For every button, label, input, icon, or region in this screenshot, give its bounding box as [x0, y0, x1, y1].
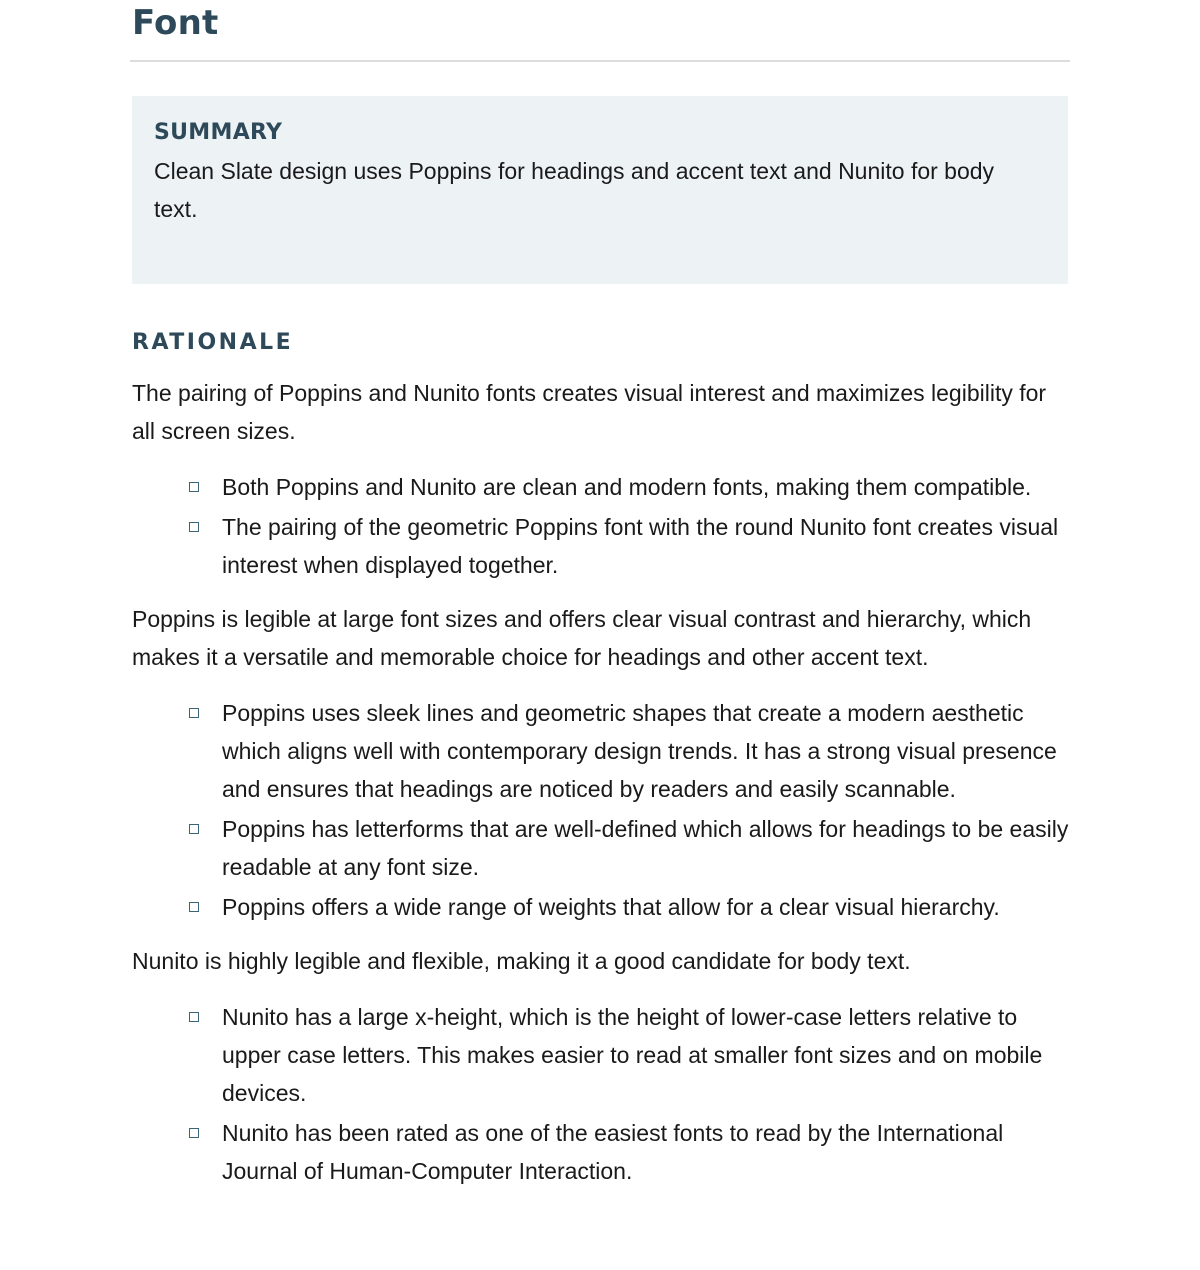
document-page: [132, 0, 1070, 1184]
list-item: [132, 508, 1070, 584]
list-item: [132, 998, 1070, 1112]
bullet-list-poppins: [132, 694, 1070, 926]
square-bullet-icon: [189, 902, 199, 912]
paragraph-pairing: The pairing of Poppins and Nunito fonts creates visual interest and maximizes legibility for all screen sizes.: [132, 380, 1047, 444]
list-item: [132, 1114, 1070, 1190]
list-item: [132, 694, 1070, 808]
rationale-heading: RATIONALE: [132, 330, 294, 355]
page-title: Font: [132, 3, 219, 43]
list-item-text: The pairing of the geometric Poppins font with the round Nunito font creates visual interest when displayed together.: [222, 514, 1059, 578]
square-bullet-icon: [189, 824, 199, 834]
paragraph-nunito: Nunito is highly legible and flexible, making it a good candidate for body text.: [132, 948, 911, 974]
list-item-text: Both Poppins and Nunito are clean and modern fonts, making them compatible.: [222, 474, 1032, 500]
square-bullet-icon: [189, 1128, 199, 1138]
paragraph-poppins: Poppins is legible at large font sizes and offers clear visual contrast and hierarchy, which makes it a versatile and memorable choice for headings and other accent text.: [132, 606, 1032, 670]
list-item: [132, 468, 1070, 506]
list-item: [132, 888, 1070, 926]
list-item-text: Poppins offers a wide range of weights that allow for a clear visual hierarchy.: [222, 894, 1000, 920]
title-divider: [130, 60, 1070, 62]
summary-text: Clean Slate design uses Poppins for headings and accent text and Nunito for body text.: [154, 158, 995, 222]
bullet-list-nunito: [132, 998, 1070, 1190]
square-bullet-icon: [189, 1012, 199, 1022]
summary-heading: SUMMARY: [154, 120, 283, 145]
list-item-text: Poppins uses sleek lines and geometric shapes that create a modern aesthetic which aligns well with contemporary design trends. It has a strong visual presence and ensures that headings are noticed by readers and easily scannable.: [222, 700, 1057, 802]
summary-callout: [132, 96, 1068, 284]
square-bullet-icon: [189, 708, 199, 718]
bullet-list-pairing: [132, 468, 1070, 584]
list-item-text: Nunito has been rated as one of the easiest fonts to read by the International Journal of Human-Computer Interaction.: [222, 1120, 1004, 1184]
list-item-text: Nunito has a large x-height, which is the height of lower-case letters relative to upper case letters. This makes easier to read at smaller font sizes and on mobile devices.: [222, 1004, 1043, 1106]
square-bullet-icon: [189, 522, 199, 532]
list-item: [132, 810, 1070, 886]
list-item-text: Poppins has letterforms that are well-defined which allows for headings to be easily readable at any font size.: [222, 816, 1069, 880]
rationale-body: [132, 374, 1070, 1206]
square-bullet-icon: [189, 482, 199, 492]
